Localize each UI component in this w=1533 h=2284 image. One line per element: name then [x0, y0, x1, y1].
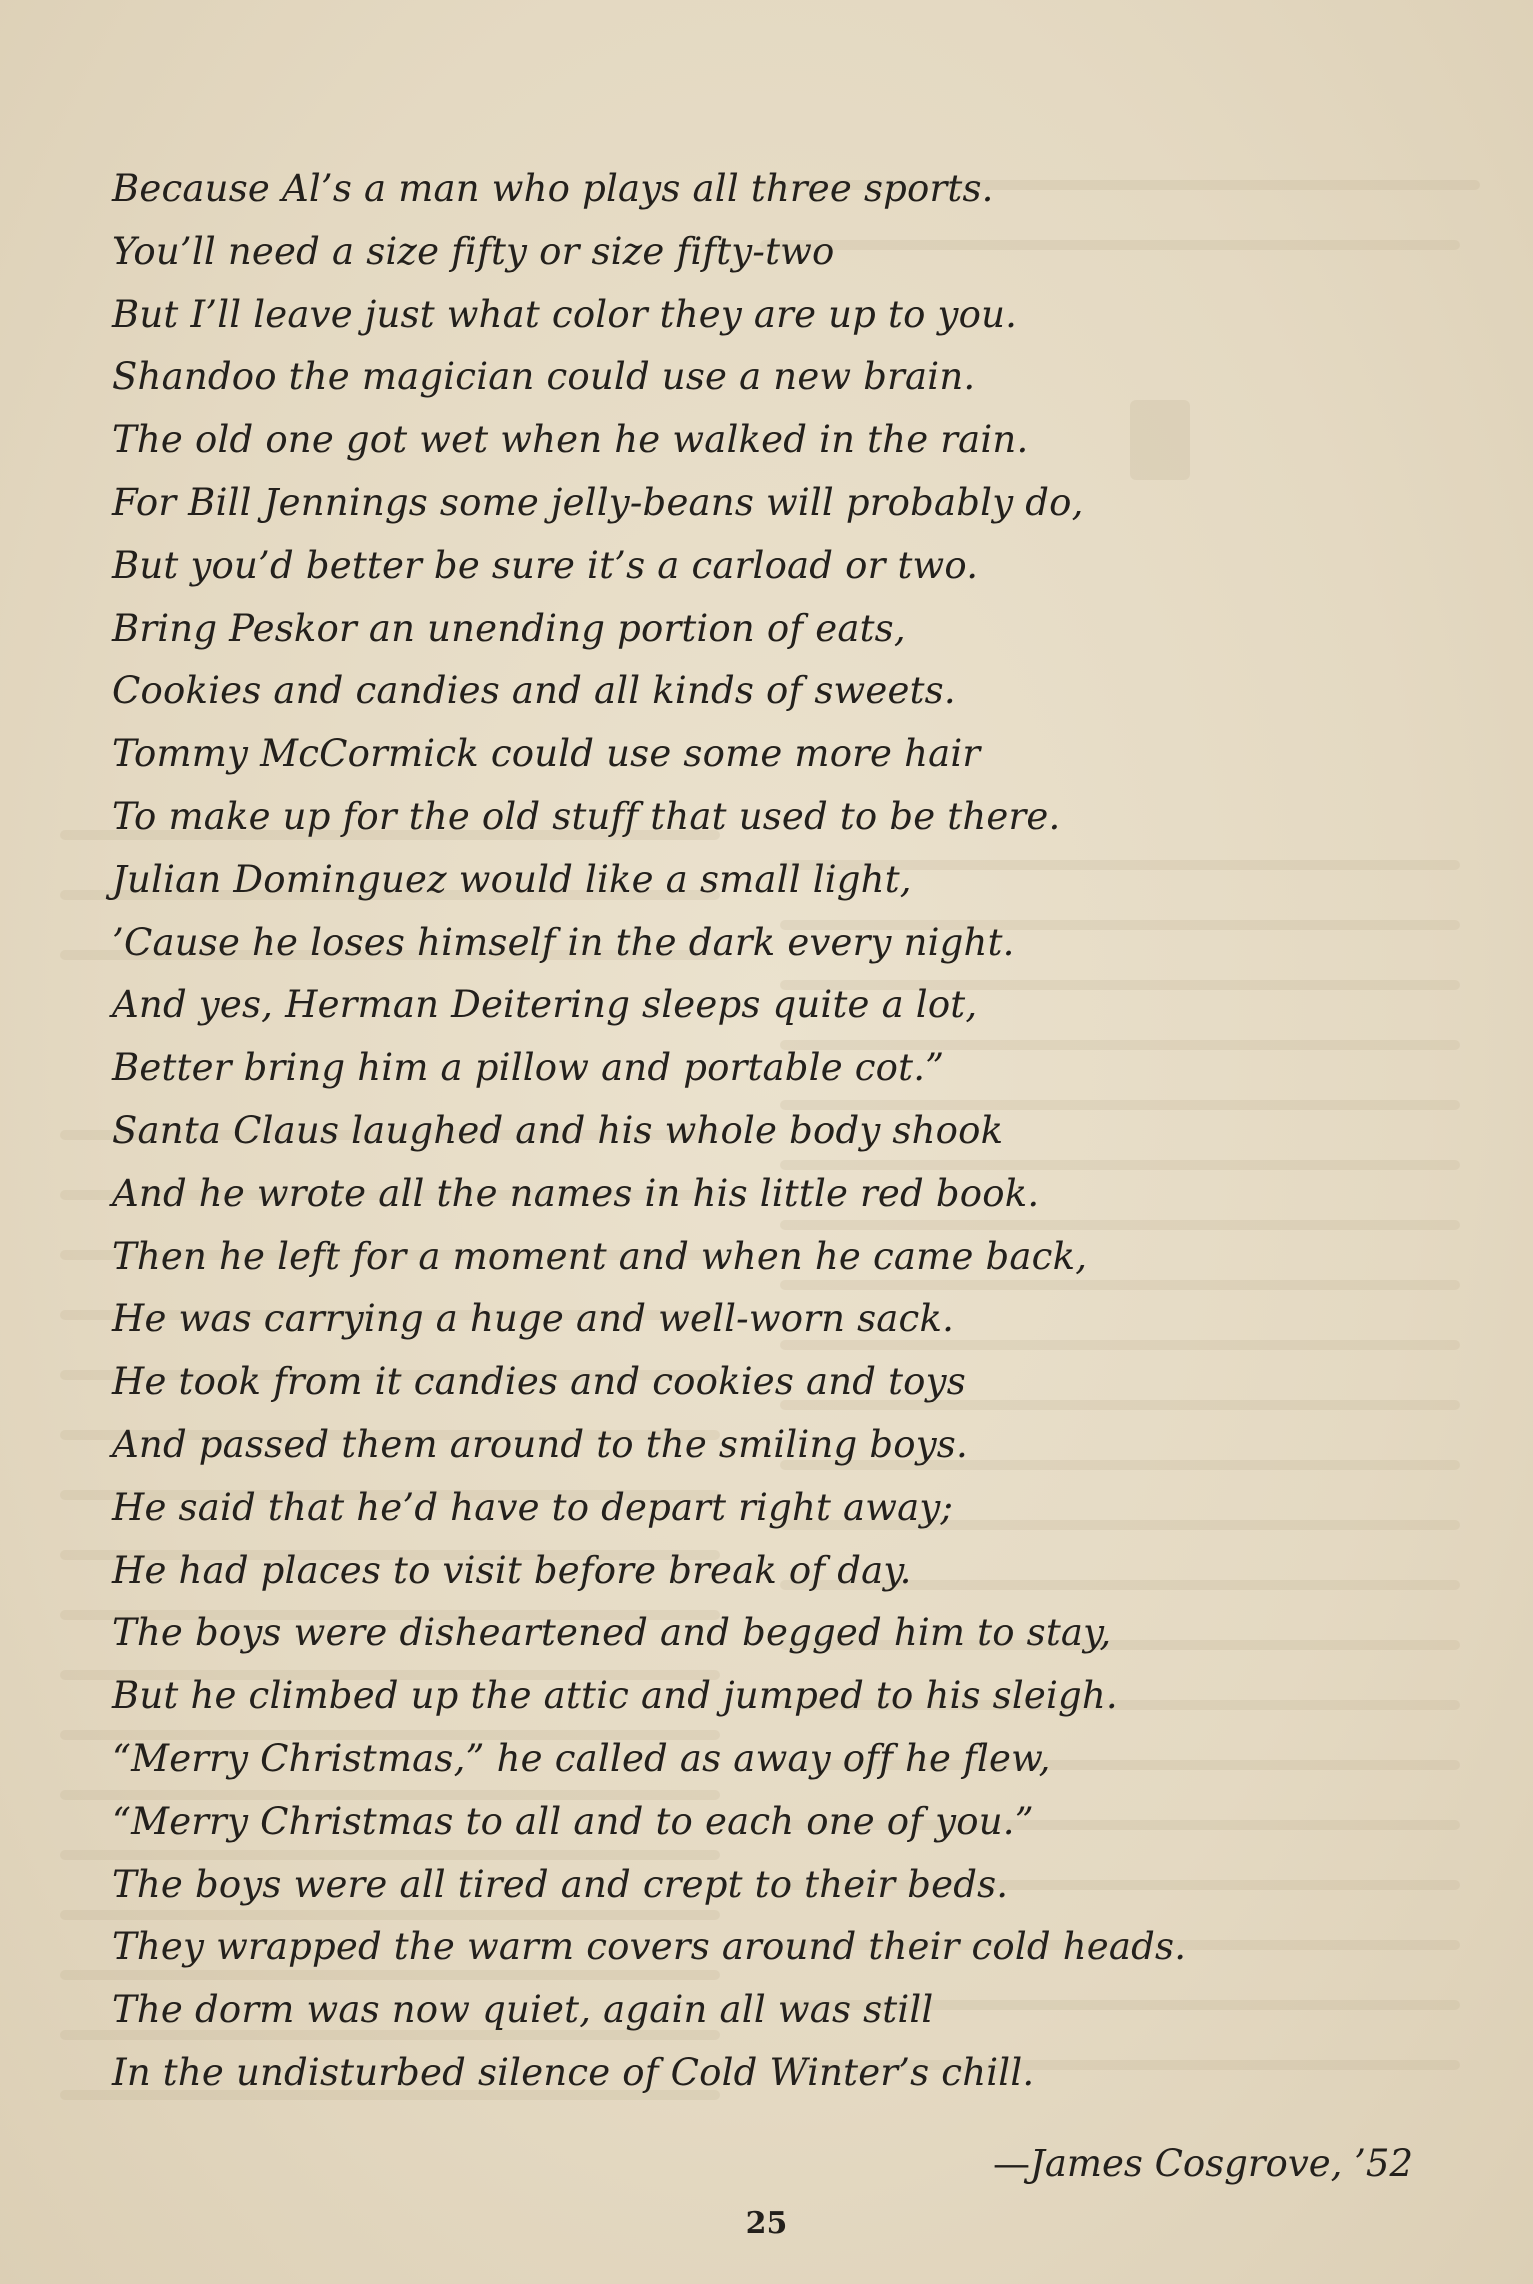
- poem-line: Tommy McCormick could use some more hair: [112, 732, 981, 776]
- poem-line: Better bring him a pillow and portable cot.”: [112, 1046, 945, 1090]
- poem-line: Julian Dominguez would like a small light,: [112, 857, 912, 901]
- poem-line: Because Al’s a man who plays all three sports.: [112, 167, 994, 210]
- poem-line: The dorm was now quiet, again all was still: [112, 1988, 934, 2032]
- page-number: 25: [745, 2206, 788, 2241]
- poem-line: ’Cause he loses himself in the dark every night.: [112, 920, 1015, 964]
- poem-line: He took from it candies and cookies and toys: [112, 1360, 966, 1404]
- poem-line: Then he left for a moment and when he came back,: [112, 1234, 1088, 1278]
- poem-line: In the undisturbed silence of Cold Winter’s chill.: [112, 2050, 1035, 2094]
- poem-line: Shandoo the magician could use a new brain.: [112, 355, 976, 399]
- poem-line: But you’d better be sure it’s a carload or two.: [112, 543, 979, 587]
- poem-line: He had places to visit before break of day.: [112, 1548, 912, 1592]
- poem-line: He said that he’d have to depart right away;: [112, 1485, 954, 1529]
- poem-line: You’ll need a size fifty or size fifty-two: [112, 229, 835, 273]
- poem-line: “Merry Christmas,” he called as away off he flew,: [112, 1736, 1051, 1780]
- poem-line: They wrapped the warm covers around their cold heads.: [112, 1925, 1187, 1969]
- poem-line: He was carrying a huge and well-worn sack.: [112, 1297, 955, 1341]
- author-attribution: [993, 2142, 1413, 2185]
- author-name: James Cosgrove, ’52: [1029, 2142, 1413, 2185]
- poem: [112, 158, 1412, 2105]
- poem-line: But I’ll leave just what color they are up to you.: [112, 292, 1018, 336]
- poem-line: The boys were disheartened and begged him to stay,: [112, 1611, 1112, 1655]
- poem-line: But he climbed up the attic and jumped to his sleigh.: [112, 1674, 1118, 1718]
- poem-line: To make up for the old stuff that used to be there.: [112, 794, 1061, 838]
- poem-line: And he wrote all the names in his little red book.: [112, 1171, 1040, 1215]
- poem-line: And passed them around to the smiling boys.: [112, 1422, 968, 1466]
- poem-line: Santa Claus laughed and his whole body shook: [112, 1108, 1004, 1152]
- poem-line: Cookies and candies and all kinds of sweets.: [112, 669, 956, 713]
- attribution-dash: —: [992, 2142, 1030, 2185]
- poem-line: The boys were all tired and crept to their beds.: [112, 1862, 1009, 1906]
- poem-line: For Bill Jennings some jelly-beans will probably do,: [112, 480, 1084, 524]
- poem-line: Bring Peskor an unending portion of eats,: [112, 606, 906, 650]
- poem-line: And yes, Herman Deitering sleeps quite a lot,: [112, 983, 978, 1027]
- poem-line: The old one got wet when he walked in the rain.: [112, 418, 1029, 462]
- poem-line: “Merry Christmas to all and to each one of you.”: [112, 1799, 1034, 1843]
